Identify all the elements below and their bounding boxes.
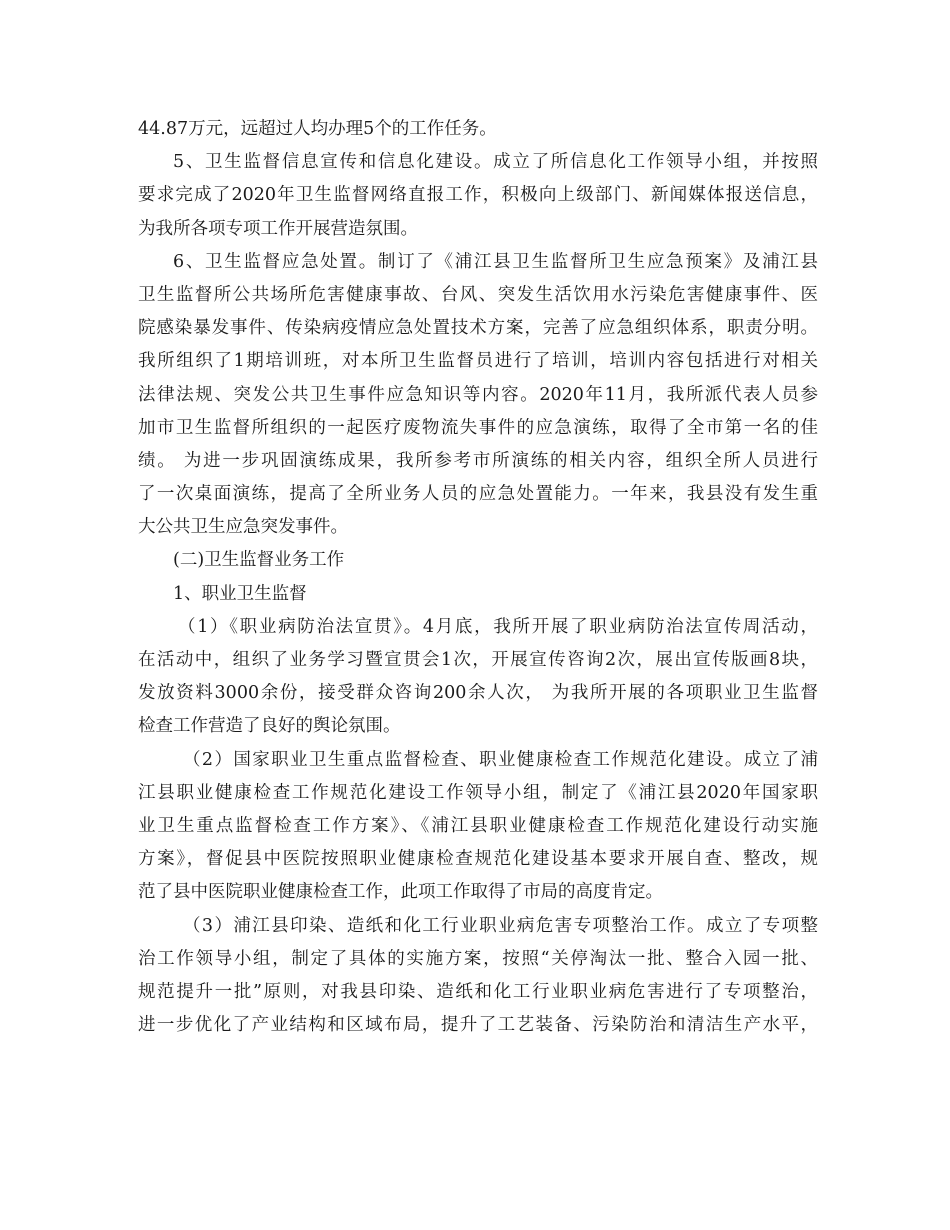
subsection-heading: 1、职业卫生监督 (173, 583, 307, 604)
text-line: 在活动中，组织了业务学习暨宣贯会1次，开展宣传咨询2次，展出宣传版画8块， (138, 650, 818, 670)
paragraph-3-start: （3）浦江县印染、造纸和化工行业职业病危害专项整治工作。成立了专项整 (183, 915, 818, 936)
text-line: 方案》，督促县中医院按照职业健康检查规范化建设基本要求开展自查、整改，规 (138, 849, 818, 870)
document-body (138, 113, 818, 1042)
text-line: 治工作领导小组，制定了具体的实施方案，按照“关停淘汰一批、整合入园一批、 (138, 948, 818, 969)
text-line: 规范提升一批”原则，对我县印染、造纸和化工行业职业病危害进行了专项整治， (138, 981, 818, 1002)
paragraph-1-start: （1）《职业病防治法宣贯》。4月底，我所开展了职业病防治法宣传周活动， (178, 616, 818, 637)
paragraph-5-start: 5、卫生监督信息宣传和信息化建设。成立了所信息化工作领导小组，并按照 (173, 152, 818, 173)
paragraph-2-start: （2）国家职业卫生重点监督检查、职业健康检查工作规范化建设。成立了浦 (183, 749, 818, 770)
text-line: 为我所各项专项工作开展营造氛围。 (138, 218, 418, 239)
text-line: 发放资料3000余份，接受群众咨询200余人次， 为我所开展的各项职业卫生监督 (138, 683, 818, 704)
text-line: 大公共卫生应急突发事件。 (138, 517, 348, 538)
text-line: 绩。 为进一步巩固演练成果，我所参考市所演练的相关内容，组织全所人员进行 (138, 450, 818, 471)
text-line: 检查工作营造了良好的舆论氛围。 (138, 716, 401, 737)
text-line: 业卫生重点监督检查工作方案》、《浦江县职业健康检查工作规范化建设行动实施 (138, 815, 818, 836)
text-line: 卫生监督所公共场所危害健康事故、台风、突发生活饮用水污染危害健康事件、医 (138, 284, 818, 305)
text-line: 了一次桌面演练，提高了全所业务人员的应急处置能力。一年来，我县没有发生重 (138, 484, 818, 505)
text-line: 加市卫生监督所组织的一起医疗废物流失事件的应急演练，取得了全市第一名的佳 (138, 417, 818, 438)
text-line: 我所组织了1期培训班，对本所卫生监督员进行了培训，培训内容包括进行对相关 (138, 351, 818, 372)
text-line: 进一步优化了产业结构和区域布局，提升了工艺装备、污染防治和清洁生产水平， (138, 1015, 818, 1036)
paragraph-6-start: 6、卫生监督应急处置。制订了《浦江县卫生监督所卫生应急预案》及浦江县 (173, 251, 818, 272)
text-line: 院感染暴发事件、传染病疫情应急处置技术方案，完善了应急组织体系，职责分明。 (138, 318, 818, 339)
text-line: 要求完成了2020年卫生监督网络直报工作，积极向上级部门、新闻媒体报送信息， (138, 185, 818, 206)
text-line: 范了县中医院职业健康检查工作，此项工作取得了市局的高度肯定。 (138, 882, 663, 903)
section-heading: (二)卫生监督业务工作 (173, 550, 345, 571)
text-line: 44.87万元，远超过人均办理5个的工作任务。 (138, 119, 497, 139)
text-line: 法律法规、突发公共卫生事件应急知识等内容。2020年11月，我所派代表人员参 (138, 384, 818, 405)
text-line: 江县职业健康检查工作规范化建设工作领导小组，制定了《浦江县2020年国家职 (138, 782, 818, 803)
